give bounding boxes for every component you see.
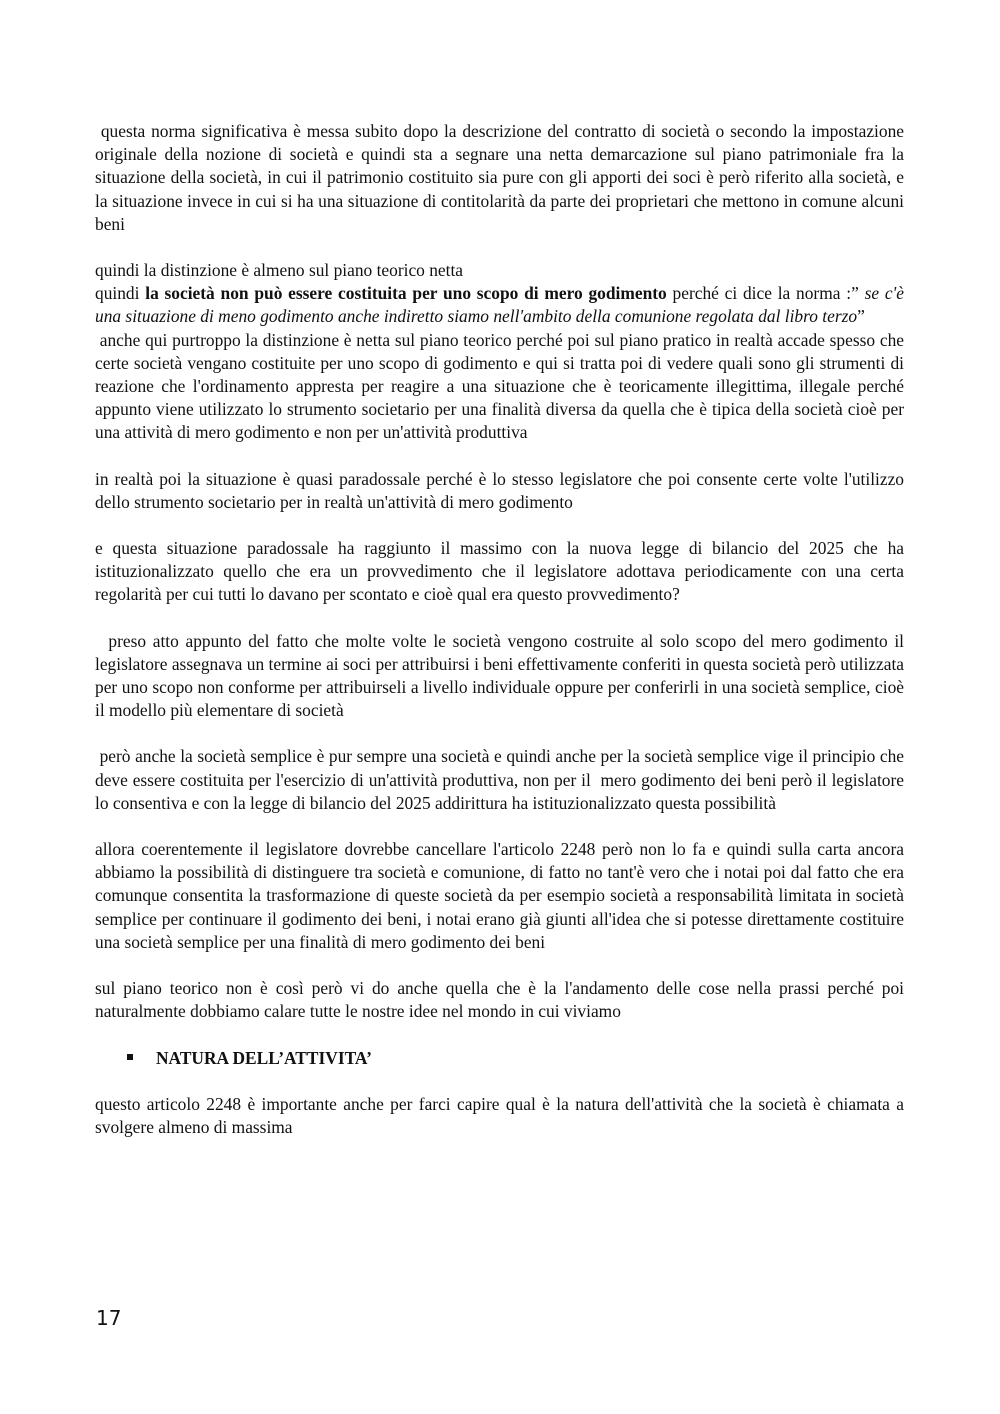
paragraph-gap — [95, 954, 904, 977]
paragraph-10: sul piano teorico non è così però vi do anche quella che è la l'andamento delle cose nella prassi perché poi naturalmente dobbiamo calare tutte le nostre idee nel mondo in cui viviamo — [95, 978, 904, 1022]
paragraph-gap — [95, 722, 904, 745]
page-body — [95, 120, 909, 1139]
paragraph-3-prefix: quindi — [95, 283, 146, 304]
section-heading-text: NATURA DELL’ATTIVITA’ — [156, 1047, 372, 1068]
paragraph-gap — [95, 445, 904, 468]
paragraph-4: anche qui purtroppo la distinzione è netta sul piano teorico perché poi sul piano pratico in realtà accade spesso che certe società vengano costituite per uno scopo di godimento e qui si tratta poi di vedere quali sono gli strumenti di reazione che l'ordinamento appresta per reagire a una situazione che è teoricamente illegittima, illegale perché appunto viene utilizzato lo strumento societario per una finalità diversa da quella che è tipica della società cioè per una attività di mero godimento e non per un'attività produttiva — [95, 329, 909, 443]
paragraph-gap — [95, 815, 904, 838]
paragraph-3-quote: se c'è una situazione di meno godimento anche indiretto siamo nell'ambito della comunione regolata dal libro terzo — [95, 283, 909, 327]
paragraph-gap — [95, 236, 904, 259]
paragraph-6: e questa situazione paradossale ha raggiunto il massimo con la nuova legge di bilancio del 2025 che ha istituzionalizzato quello che era un provvedimento che il legislatore adottava periodicamente con una certa regolarità per cui tutti lo davano per scontato e cioè qual era questo provvedimento? — [95, 538, 904, 605]
paragraph-3-suffix: ” — [857, 306, 865, 327]
paragraph-gap — [95, 1070, 904, 1093]
paragraph-gap — [95, 1024, 904, 1047]
paragraph-1: questa norma significativa è messa subito dopo la descrizione del contratto di società o secondo la impostazione originale della nozione di società e quindi sta a segnare una netta demarcazione sul piano patrimoniale fra la situazione della società, in cui il patrimonio costituito sia pure con gli apporti dei soci è però riferito alla società, e la situazione invece in cui si ha una situazione di contitolarità da parte dei proprietari che mettono in comune alcuni beni — [95, 121, 909, 234]
paragraph-gap — [95, 514, 904, 537]
paragraph-3-middle: perché ci dice la norma :” — [666, 283, 865, 304]
paragraph-2: quindi la distinzione è almeno sul piano teorico netta — [95, 260, 464, 281]
paragraph-3 — [95, 282, 909, 328]
section-heading — [127, 1047, 904, 1070]
paragraph-9: allora coerentemente il legislatore dovrebbe cancellare l'articolo 2248 però non lo fa e quindi sulla carta ancora abbiamo la possibilità di distinguere tra società e comunione, di fatto no tant'è vero che i notai poi dal fatto che era comunque consentita la trasformazione di queste società da per esempio società a responsabilità limitata in società semplice per continuare il godimento dei beni, i notai erano già giunti all'idea che si potesse direttamente costituire una società semplice per una finalità di mero godimento dei beni — [95, 839, 904, 952]
paragraph-7: preso atto appunto del fatto che molte volte le società vengono costruite al solo scopo del mero godimento il legislatore assegnava un termine ai soci per attribuirsi i beni effettivamente conferiti in questa società però utilizzata per uno scopo non conforme per attribuirseli a livello individuale oppure per conferirli in una società semplice, cioè il modello più elementare di società — [95, 630, 909, 721]
square-bullet-icon — [127, 1054, 133, 1060]
paragraph-5: in realtà poi la situazione è quasi paradossale perché è lo stesso legislatore che poi consente certe volte l'utilizzo dello strumento societario per in realtà un'attività di mero godimento — [95, 468, 904, 512]
page-number: 17 — [96, 1306, 122, 1330]
paragraph-3-bold: la società non può essere costituita per uno scopo di mero godimento — [145, 283, 667, 304]
paragraph-gap — [95, 607, 904, 630]
paragraph-8: però anche la società semplice è pur sempre una società e quindi anche per la società semplice vige il principio che deve essere costituita per l'esercizio di un'attività produttiva, non per il mero godimento dei beni però il legislatore lo consentiva e con la legge di bilancio del 2025 addirittura ha istituzionalizzato questa possibilità — [95, 746, 909, 813]
paragraph-11: questo articolo 2248 è importante anche per farci capire qual è la natura dell'attività che la società è chiamata a svolgere almeno di massima — [95, 1093, 904, 1137]
